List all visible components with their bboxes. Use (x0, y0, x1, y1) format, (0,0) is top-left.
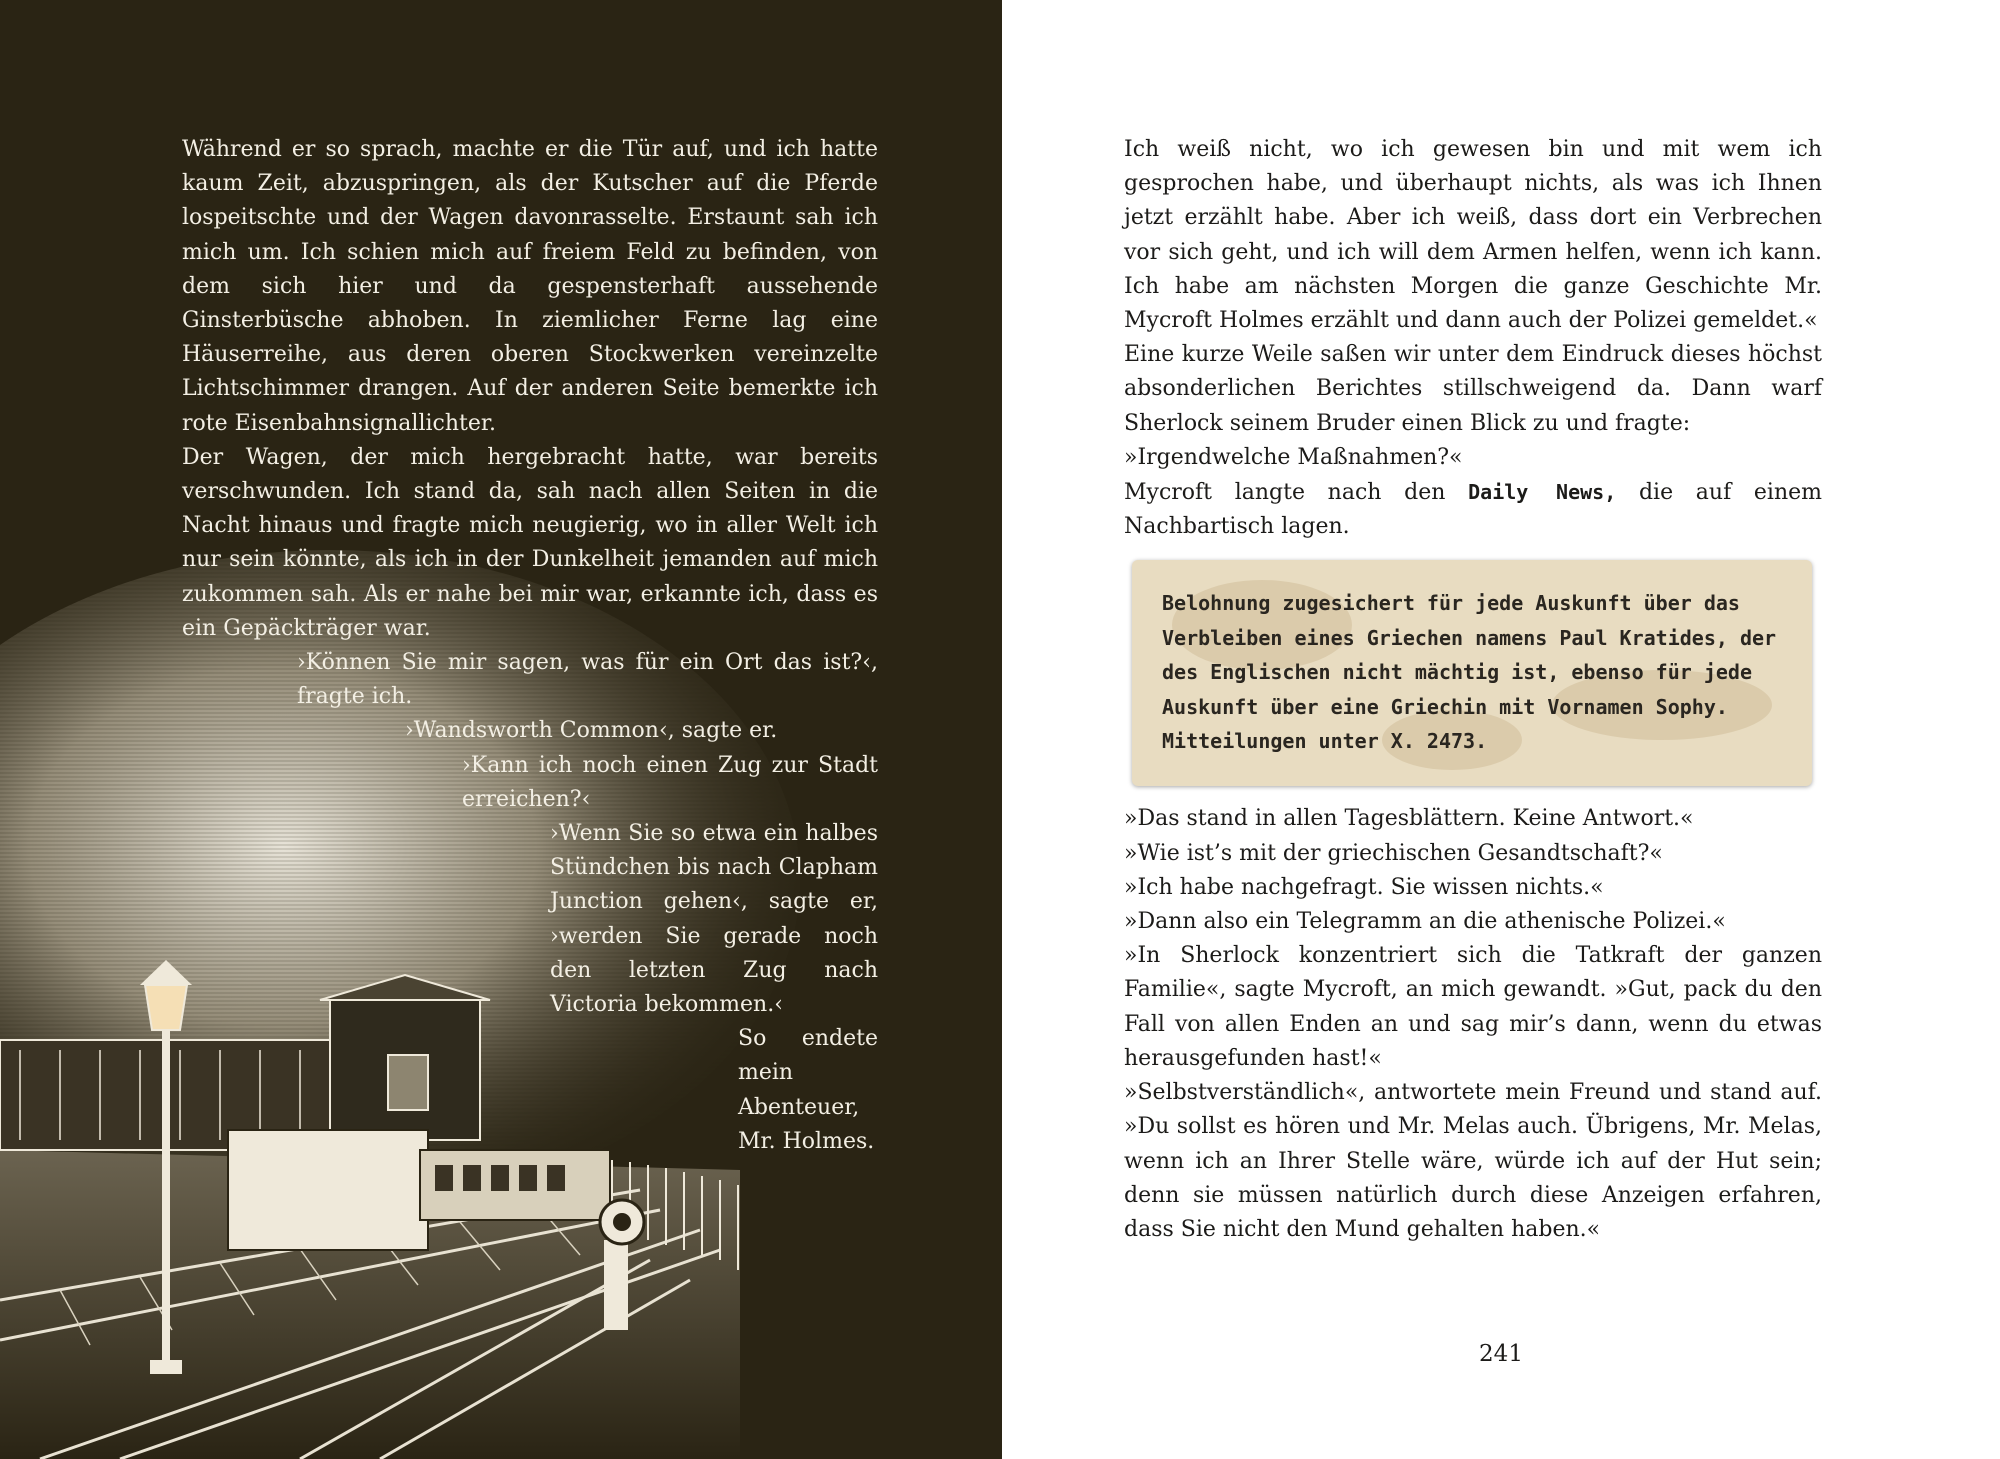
paragraph: Eine kurze Weile saßen wir unter dem Eindruck dieses höchst absonderlichen Berichtes stillschweigend da. Dann warf Sherlock seinem Bruder einen Blick zu und fragte: (1124, 342, 1822, 436)
dialogue-line: ›Wandsworth Common‹, sagte er. (405, 718, 778, 744)
dialogue-line: ›Kann ich noch einen Zug zur Stadt erreichen?‹ (462, 752, 878, 812)
paragraph-text: die auf einem Nachbartisch lagen. (1124, 480, 1823, 540)
paragraph: Ich weiß nicht, wo ich gewesen bin und mit wem ich gesprochen habe, und überhaupt nichts, als was ich Ihnen jetzt erzählt habe. Aber ich weiß, dass dort ein Verbrechen vor sich geht, und ich will dem Armen helfen, wenn ich kann. Ich habe am nächsten Morgen die ganze Geschichte Mr. Mycroft Holmes erzählt und dann auch der Polizei gemeldet.« (1124, 137, 1822, 334)
dialogue-line: »In Sherlock konzentriert sich die Tatkraft der ganzen Familie«, sagte Mycroft, an mich gewandt. »Gut, pack du den Fall von allen Enden an und sag mir’s dann, wenn du etwas herausgefunden hast!« (1124, 943, 1822, 1071)
dialogue-line: ›Können Sie mir sagen, was für ein Ort das ist?‹, fragte ich. (297, 650, 878, 710)
dialogue-line: »Ich habe nachgefragt. Sie wissen nichts.« (1124, 874, 1604, 900)
dialogue-line: »Wie ist’s mit der griechischen Gesandtschaft?« (1124, 840, 1663, 866)
right-page-text (1124, 133, 1822, 1247)
paragraph (1124, 475, 1822, 544)
dialogue-line: »Irgendwelche Maßnahmen?« (1124, 444, 1463, 470)
page-number: 241 (1479, 1341, 1523, 1367)
dialogue-line: »Selbstverständlich«, antwortete mein Freund und stand auf. »Du sollst es hören und Mr. Melas auch. Übrigens, Mr. Melas, wenn ich an Ihrer Stelle wäre, würde ich auf der Hut sein; denn sie müssen natürlich durch diese Anzeigen erfahren, dass Sie nicht den Mund gehalten haben.« (1124, 1080, 1822, 1242)
right-page (1002, 0, 2000, 1459)
dialogue-line: So endete mein Abenteuer, Mr. Holmes. (738, 1026, 878, 1154)
paragraph: Während er so sprach, machte er die Tür auf, und ich hatte kaum Zeit, abzuspringen, als der Kutscher auf die Pferde lospeitschte und der Wagen davonrasselte. Erstaunt sah ich mich um. Ich schien mich auf freiem Feld zu befinden, von dem sich hier und da gespensterhaft aussehende Ginsterbüsche abhoben. In ziemlicher Ferne lag eine Häuserreihe, aus deren oberen Stockwerken vereinzelte Lichtschimmer drangen. Auf der anderen Seite bemerkte ich rote Eisenbahnsignallichter. (182, 137, 878, 436)
clipping-text: Belohnung zugesichert für jede Auskunft über das Verbleiben eines Griechen namens Paul Kratides, der des Englischen nicht mächtig ist, ebenso für jede Auskunft über eine Griechin mit Vornamen Sophy. Mitteilungen unter X. 2473. (1162, 591, 1777, 754)
dialogue-line: ›Wenn Sie so etwa ein halbes Stündchen bis nach Clapham Junction gehen‹, sagte er, ›werden Sie gerade noch den letzten Zug nach Victoria bekommen.‹ (550, 821, 878, 1018)
paragraph: Der Wagen, der mich hergebracht hatte, war bereits verschwunden. Ich stand da, sah nach allen Seiten in die Nacht hinaus und fragte mich neugierig, wo in aller Welt ich nur sein könnte, als ich in der Dunkelheit jemanden auf mich zukommen sah. Als er nahe bei mir war, erkannte ich, dass es ein Gepäckträger war. (182, 444, 878, 641)
newspaper-clipping (1132, 560, 1812, 786)
left-page-text (182, 133, 878, 1159)
dialogue-line: »Das stand in allen Tagesblättern. Keine Antwort.« (1124, 806, 1694, 832)
newspaper-name: Daily News, (1468, 480, 1617, 505)
dialogue-line: »Dann also ein Telegramm an die athenische Polizei.« (1124, 909, 1726, 935)
paragraph-text: Mycroft langte nach den (1124, 480, 1469, 506)
